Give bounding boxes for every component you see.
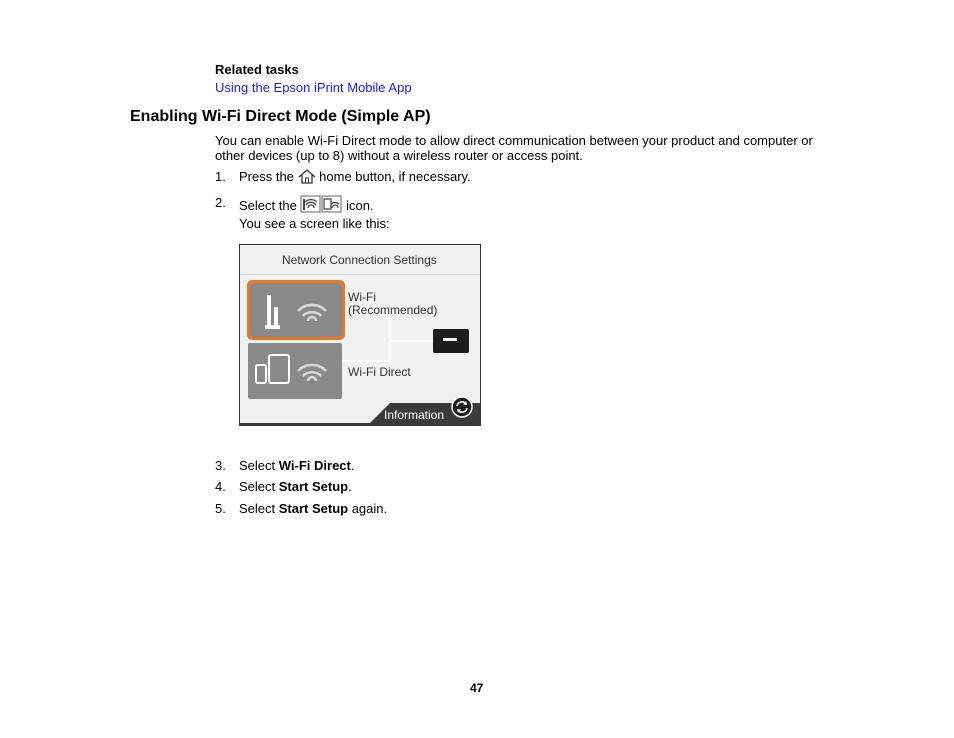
step-text-after: . [348,479,352,494]
step-text [239,501,387,516]
step-text [239,195,374,216]
step-number: 2. [215,195,226,210]
related-tasks-heading: Related tasks [215,62,299,77]
step-text-before: Select [239,501,279,516]
step-text-before: Press the [239,169,294,184]
wifi-recommended-label: (Recommended) [348,303,438,317]
intro-paragraph: You can enable Wi-Fi Direct mode to allow direct communication between your product and computer or other devices (up to 8) without a wireless router or access point. [215,133,813,163]
printer-icon [433,329,469,356]
screen-title: Network Connection Settings [282,253,437,267]
step-text [239,479,352,494]
wifi-direct-label: Wi-Fi Direct [348,365,411,379]
home-icon [298,169,316,187]
wifi-direct-icon [300,195,342,216]
step-bold-term: Wi-Fi Direct [278,458,351,473]
step-number: 3. [215,458,226,473]
step-number: 4. [215,479,226,494]
information-button-label[interactable]: Information [384,408,445,422]
step-number: 5. [215,501,226,516]
step-text-before: Select [239,479,279,494]
step-bold-term: Start Setup [278,479,349,494]
step-text-before: Select [239,458,279,473]
refresh-icon[interactable] [451,396,473,421]
wifi-label: Wi-Fi [348,290,376,304]
wifi-direct-option-tile[interactable] [248,343,342,399]
network-connection-screen [239,244,481,426]
epson-iprint-link[interactable]: Using the Epson iPrint Mobile App [215,80,412,95]
step-text-before: Select the [239,198,297,213]
step-number: 1. [215,169,226,184]
see-screen-text: You see a screen like this: [239,216,390,231]
wifi-option-tile[interactable] [250,283,342,337]
step-text [239,169,471,187]
step-text-after: home button, if necessary. [319,169,471,184]
step-text-after: icon. [346,198,374,213]
step-text-after: . [350,458,355,473]
page-number: 47 [470,681,484,695]
step-text-after: again. [348,501,388,516]
step-text [239,458,354,473]
section-heading: Enabling Wi-Fi Direct Mode (Simple AP) [130,108,431,125]
step-bold-term: Start Setup [278,501,349,516]
